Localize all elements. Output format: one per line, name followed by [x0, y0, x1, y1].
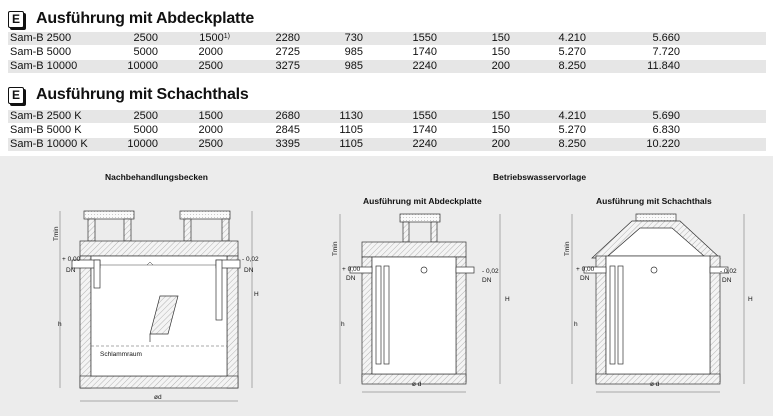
left-wall — [596, 256, 606, 382]
label-dn-out: DN — [244, 267, 254, 274]
table-cell: 2500 — [133, 110, 158, 122]
table-cell: 5.660 — [652, 32, 680, 44]
label-inlet: + 0,00 — [576, 266, 595, 273]
section-abdeckplatte — [0, 0, 773, 78]
table-row — [8, 32, 766, 45]
table-cell: 2500 — [198, 138, 223, 150]
table-cell: 150 — [491, 110, 510, 122]
label-outlet: - 0,02 — [242, 256, 259, 263]
label-dn-out: DN — [722, 277, 732, 284]
model-name: Sam-B 10000 — [10, 60, 78, 72]
model-name: Sam-B 5000 — [10, 46, 72, 58]
manhole-cover — [400, 214, 440, 222]
right-wall — [710, 256, 720, 382]
model-name: Sam-B 5000 K — [10, 124, 82, 136]
manhole-cover-right — [180, 211, 230, 219]
label-dn-in: DN — [346, 275, 356, 282]
section-title: Ausführung mit Schachthals — [36, 86, 249, 103]
label-H: H — [254, 291, 259, 298]
table-cell: 5.690 — [652, 110, 680, 122]
table-cell: 7.720 — [652, 46, 680, 58]
table-cell: 150 — [491, 32, 510, 44]
label-diameter: ø d — [650, 381, 660, 388]
label-tmin: Tmin — [564, 241, 571, 256]
table-cell: 1550 — [412, 32, 437, 44]
table-cell: 3395 — [275, 138, 300, 150]
label-H: H — [748, 296, 753, 303]
table-cell: 3275 — [275, 60, 300, 72]
table-cell: 4.210 — [558, 110, 586, 122]
table-cell: 1105 — [339, 138, 363, 150]
table-cell: 5000 — [133, 124, 158, 136]
table-cell: 1740 — [412, 46, 437, 58]
section-schachthals — [0, 78, 773, 156]
cover-slab — [80, 241, 238, 256]
label-dn-in: DN — [66, 267, 76, 274]
overflow-opening — [651, 267, 657, 273]
label-dn-out: DN — [482, 277, 492, 284]
table-cell: 5.270 — [558, 124, 586, 136]
label-h: h — [341, 321, 345, 328]
label-diameter: ød — [154, 394, 162, 401]
manhole-cover — [636, 214, 676, 221]
section-title: Ausführung mit Abdeckplatte — [36, 10, 255, 27]
left-wall — [80, 256, 91, 388]
label-diameter: ø d — [412, 381, 422, 388]
table-row — [8, 46, 766, 59]
table-cell: 2240 — [412, 60, 437, 72]
model-name: Sam-B 2500 K — [10, 110, 82, 122]
table-cell: 2000 — [198, 124, 223, 136]
table-cell: 730 — [344, 32, 363, 44]
label-dn-in: DN — [580, 275, 590, 282]
table-cell: 1500 — [198, 110, 223, 122]
table-cell: 1130 — [339, 110, 363, 122]
caption-betriebswasservorlage: Betriebswasservorlage — [493, 172, 587, 182]
table-cell: 985 — [344, 46, 363, 58]
table-cell: 2500 — [198, 60, 223, 72]
table-cell: 2280 — [275, 32, 300, 44]
model-name: Sam-B 10000 K — [10, 138, 88, 150]
table-cell: 200 — [491, 60, 510, 72]
table-cell: 5.270 — [558, 46, 586, 58]
drawing-nachbehandlungsbecken — [60, 211, 252, 401]
label-inlet: + 0,00 — [342, 266, 361, 273]
table-cell: 2680 — [275, 110, 300, 122]
label-h: h — [574, 321, 578, 328]
table-cell: 2000 — [198, 46, 223, 58]
table-row — [8, 60, 766, 73]
drawing-abdeckplatte — [340, 214, 500, 392]
table-cell: 150 — [491, 124, 510, 136]
table-cell: 985 — [344, 60, 363, 72]
table-row — [8, 138, 766, 151]
table-cell: 4.210 — [558, 32, 586, 44]
e-icon: E — [8, 87, 24, 104]
table-cell: 2845 — [275, 124, 300, 136]
table-cell: 10000 — [127, 138, 158, 150]
manhole-cover-left — [84, 211, 134, 219]
drawings-svg — [0, 156, 773, 416]
label-tmin: Tmin — [53, 226, 60, 241]
table-cell: 8.250 — [558, 138, 586, 150]
cover-slab — [362, 242, 466, 257]
caption-abdeckplatte: Ausführung mit Abdeckplatte — [363, 196, 482, 206]
label-h: h — [58, 321, 62, 328]
table-cell: 2240 — [412, 138, 437, 150]
right-wall — [456, 257, 466, 382]
table-row — [8, 124, 766, 137]
table-cell: 2725 — [275, 46, 300, 58]
caption-nachbehandlungsbecken: Nachbehandlungsbecken — [105, 172, 208, 182]
label-H: H — [505, 296, 510, 303]
table-cell: 1550 — [412, 110, 437, 122]
model-name: Sam-B 2500 — [10, 32, 72, 44]
label-inlet: + 0,00 — [62, 256, 81, 263]
table-cell: 8.250 — [558, 60, 586, 72]
base-slab — [80, 376, 238, 388]
label-tmin: Tmin — [332, 241, 339, 256]
label-outlet: - 0,02 — [482, 268, 499, 275]
caption-schachthals: Ausführung mit Schachthals — [596, 196, 712, 206]
table-cell: 11.840 — [647, 60, 680, 72]
e-icon: E — [8, 11, 24, 28]
table-cell: 5000 — [133, 46, 158, 58]
table-cell: 10.220 — [646, 138, 680, 150]
section-header — [8, 85, 249, 105]
overflow-opening — [421, 267, 427, 273]
drawing-schachthals — [572, 214, 744, 392]
table-cell: 1740 — [412, 124, 437, 136]
footnote-marker: 1) — [223, 33, 230, 40]
table-cell: 1105 — [339, 124, 363, 136]
label-sludge: Schlammraum — [100, 351, 142, 358]
table-row — [8, 110, 766, 123]
table-cell: 1500$^{1)}$ — [199, 32, 230, 44]
right-wall — [227, 256, 238, 388]
table-cell: 200 — [491, 138, 510, 150]
table-cell: 150 — [491, 46, 510, 58]
technical-drawings — [0, 156, 773, 416]
table-cell: 2500 — [133, 32, 158, 44]
table-cell: 10000 — [127, 60, 158, 72]
label-outlet: - 0,02 — [720, 268, 737, 275]
table-cell: 6.830 — [652, 124, 680, 136]
left-wall — [362, 257, 372, 382]
section-header — [8, 9, 254, 29]
